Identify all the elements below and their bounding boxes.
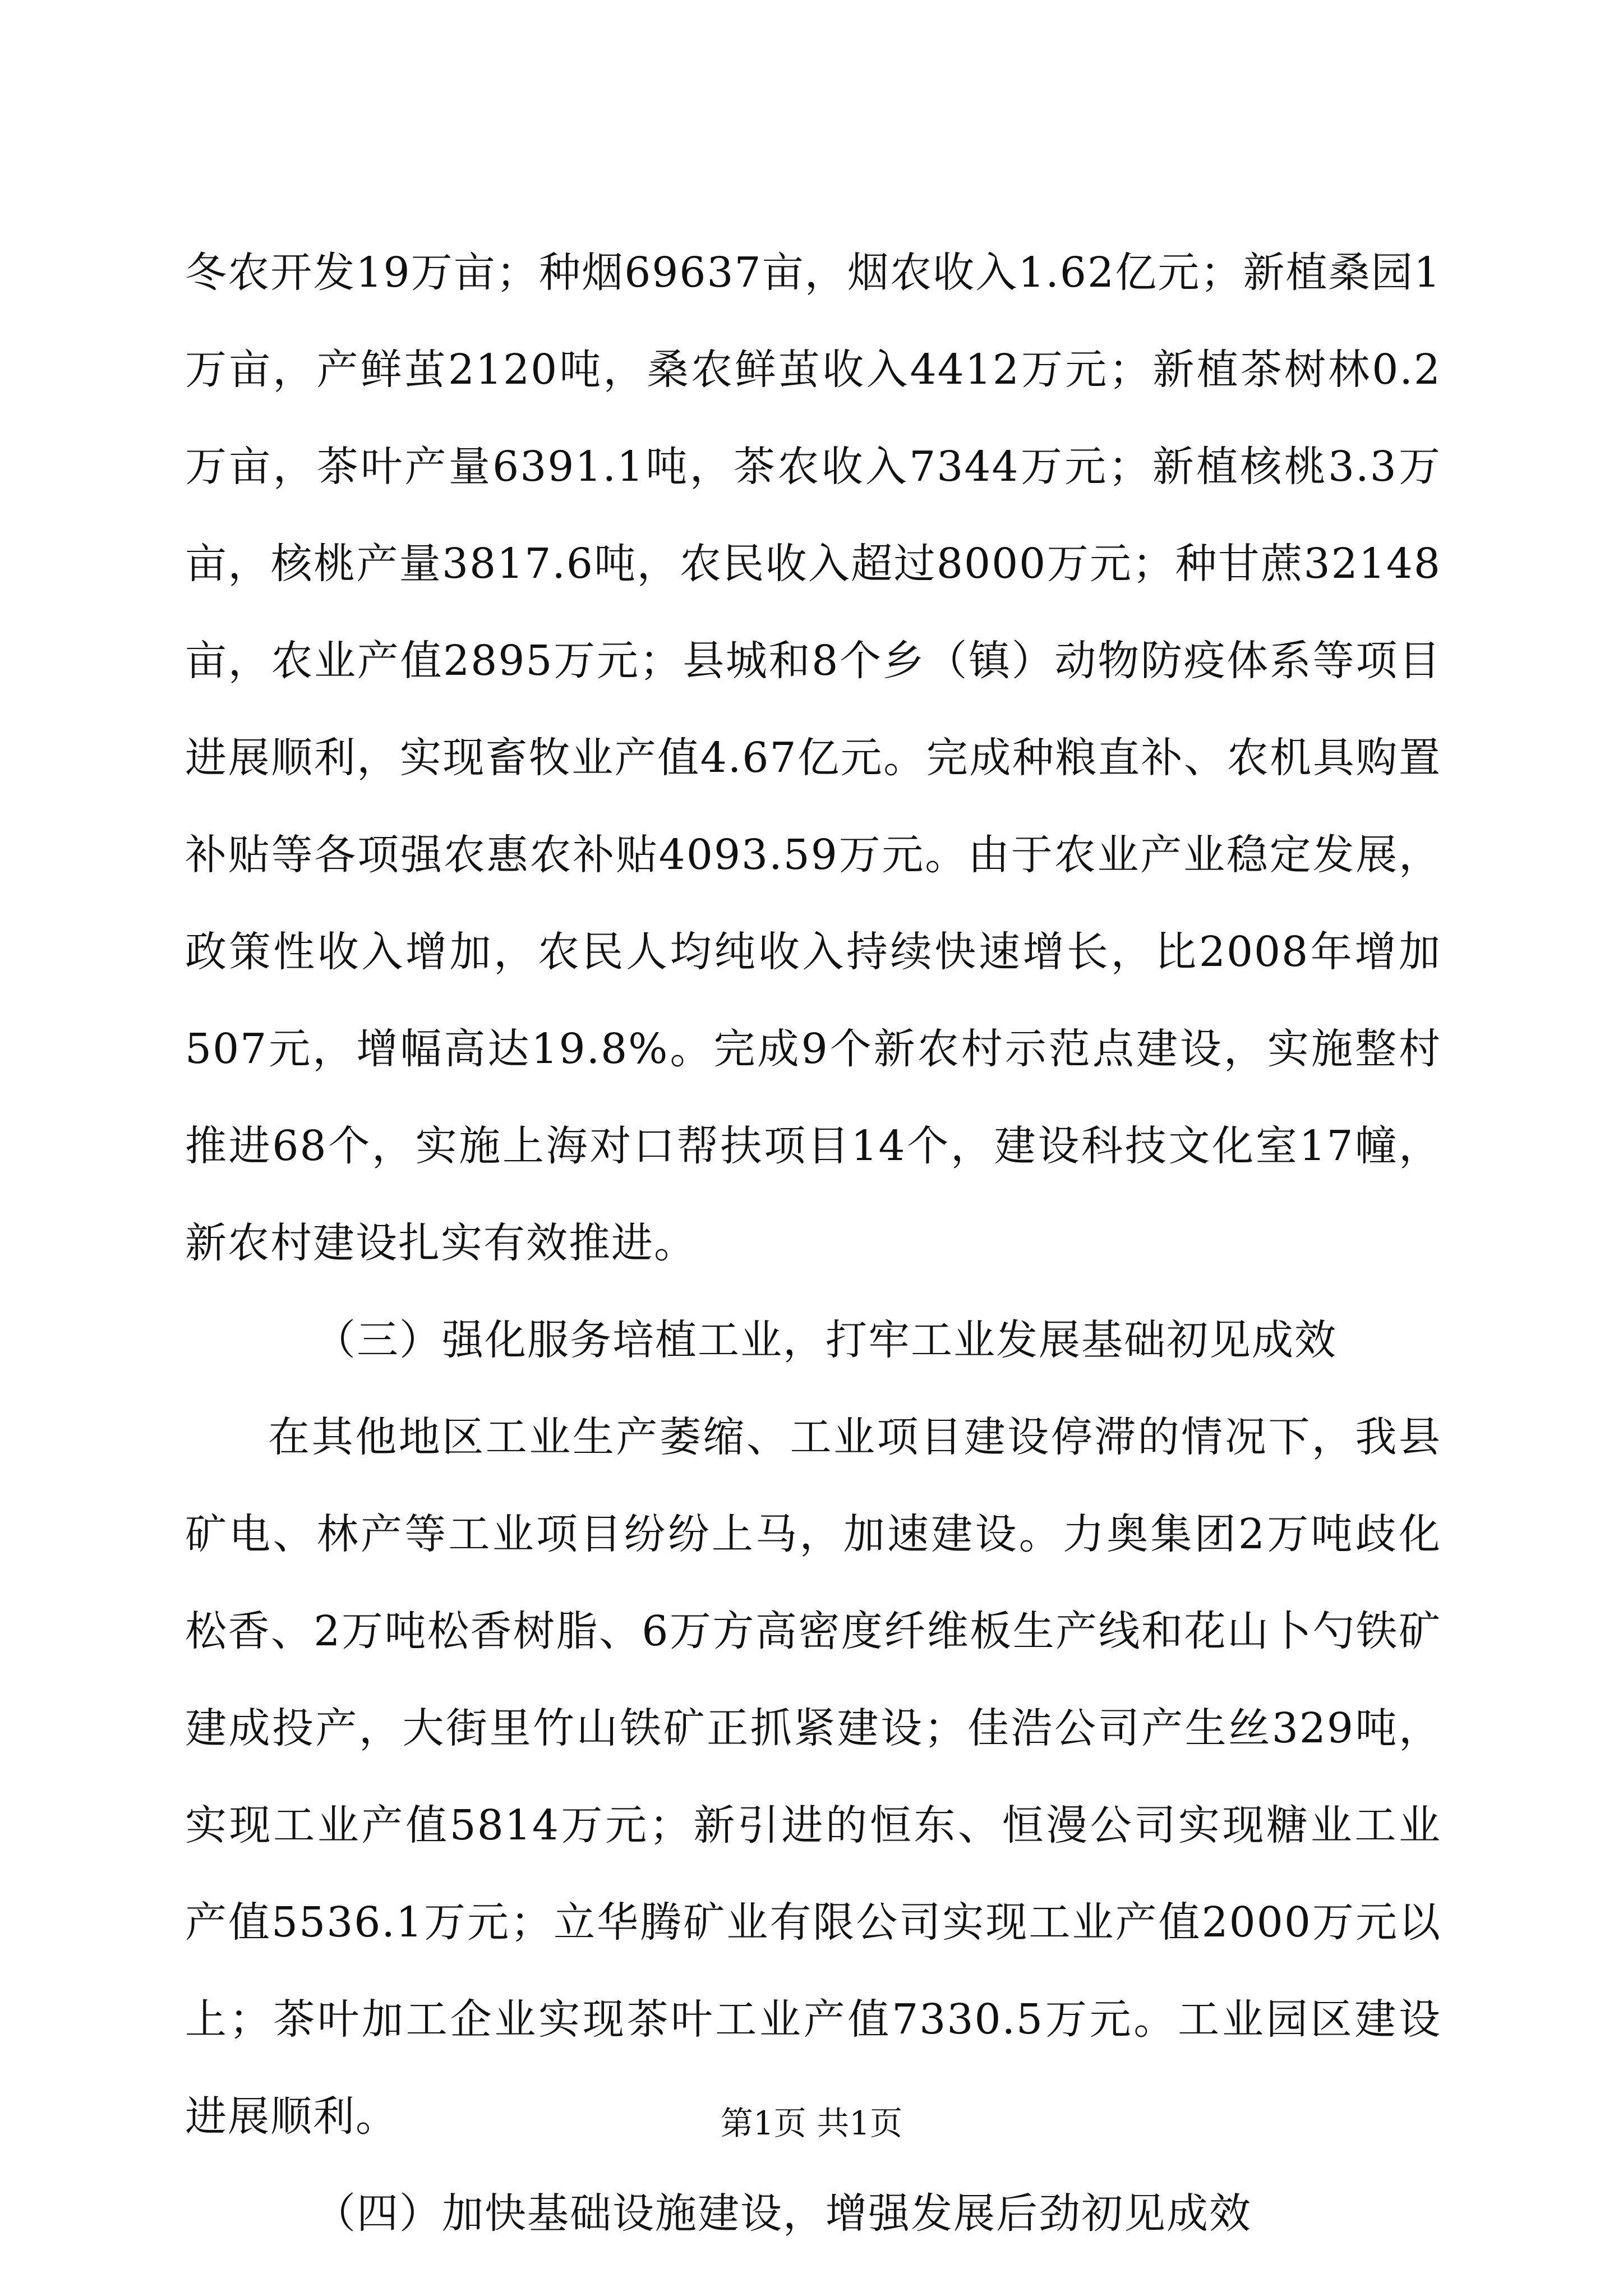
section-heading-3: （三）强化服务培植工业，打牢工业发展基础初见成效: [314, 1316, 1337, 1364]
section-heading-4: （四）加快基础设施建设，增强发展后劲初见成效: [314, 2189, 1252, 2238]
paragraph-industry: 在其他地区工业生产萎缩、工业项目建设停滞的情况下，我县矿电、林产等工业项目纷纷上马，加速建设。力奥集团2万吨歧化松香、2万吨松香树脂、6万方高密度纤维板生产线和花山卜勺铁矿建成投产，大街里竹山铁矿正抓紧建设；佳浩公司产生丝329吨，实现工业产值5814万元；新引进的恒东、恒漫公司实现糖业工业产值5536.1万元；立华腾矿业有限公司实现工业产值2000万元以上；茶叶加工企业实现茶叶工业产值7330.5万元。工业园区建设进展顺利。: [185, 1413, 1441, 2141]
document-body: [185, 224, 1441, 2262]
page-footer: 第1页 共1页: [720, 2104, 903, 2142]
paragraph-agriculture: 冬农开发19万亩；种烟69637亩，烟农收入1.62亿元；新植桑园1万亩，产鲜茧2120吨，桑农鲜茧收入4412万元；新植茶树林0.2万亩，茶叶产量6391.1吨，茶农收入7344万元；新植核桃3.3万亩，核桃产量3817.6吨，农民收入超过8000万元；种甘蔗32148亩，农业产值2895万元；县城和8个乡（镇）动物防疫体系等项目进展顺利，实现畜牧业产值4.67亿元。完成种粮直补、农机具购置补贴等各项强农惠农补贴4093.59万元。由于农业产业稳定发展，政策性收入增加，农民人均纯收入持续快速增长，比2008年增加507元，增幅高达19.8%。完成9个新农村示范点建设，实施整村推进68个，实施上海对口帮扶项目14个，建设科技文化室17幢，新农村建设扎实有效推进。: [185, 249, 1441, 1267]
